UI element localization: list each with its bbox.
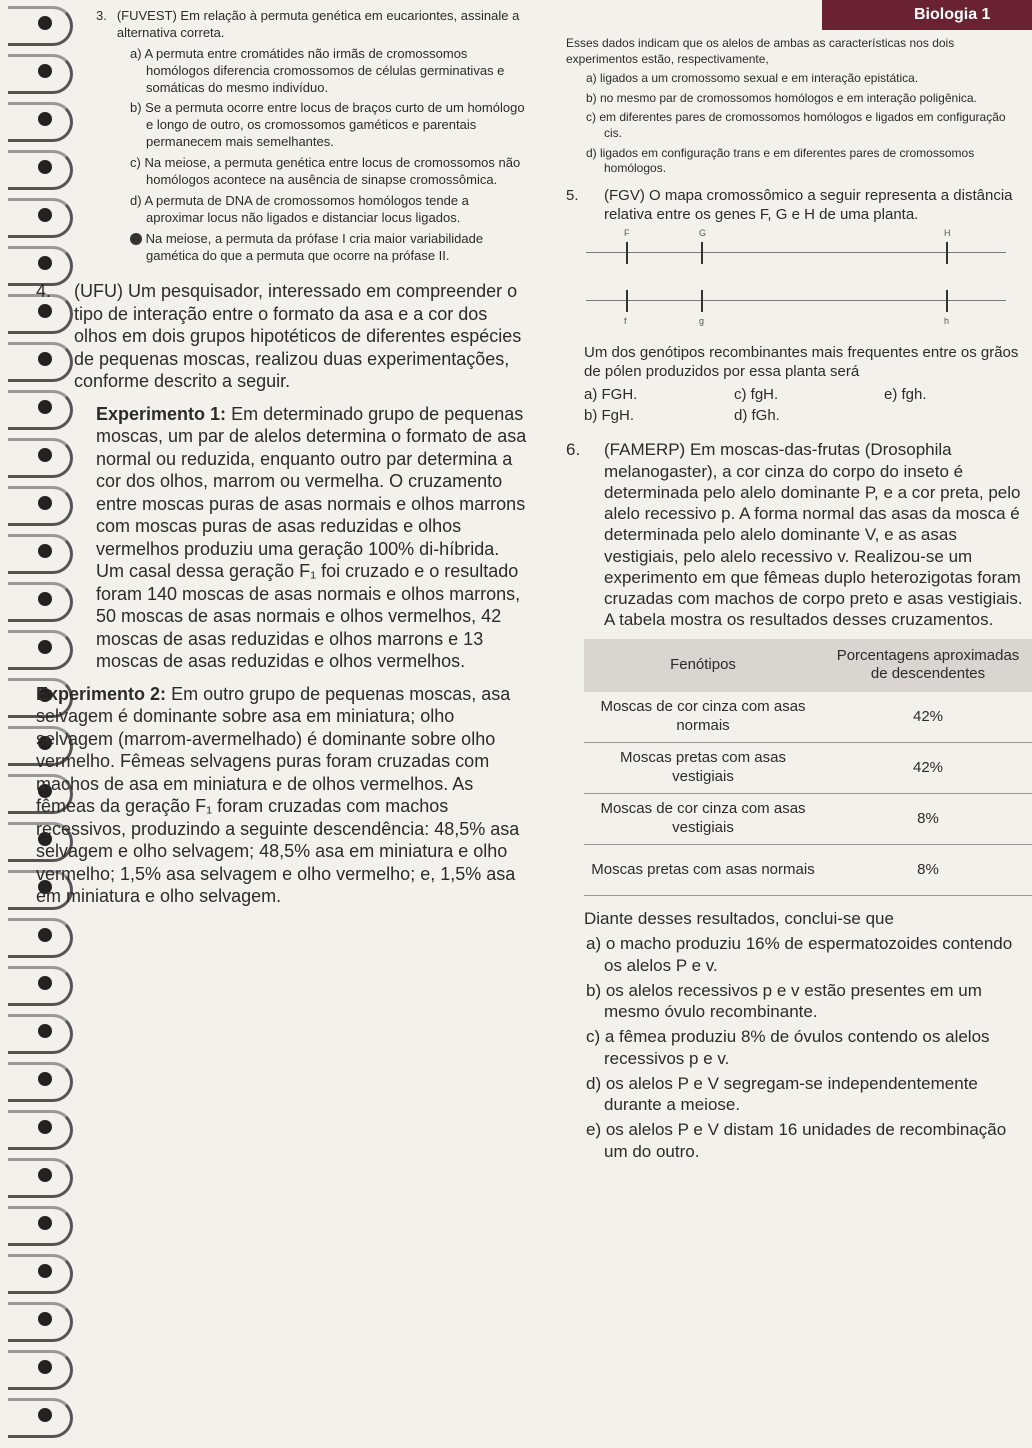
q5-question: Um dos genótipos recombinantes mais frequentes entre os grãos de pólen produzidos por essa planta será <box>584 344 1019 380</box>
q3-option-d: d) A permuta de DNA de cromossomos homólogos tende a aproximar locus não ligados e distanciar locus ligados. <box>130 192 469 225</box>
q6-table-header-phenotype: Fenótipos <box>584 639 822 693</box>
q4-stem: (UFU) Um pesquisador, interessado em compreender o tipo de interação entre o formato da asa e a cor dos olhos em dois grupos hipotéticos de diferentes espécies de pequenas moscas, realizou duas experimentações, conforme descrito a seguir. <box>74 281 522 392</box>
binding-hole <box>38 1360 52 1374</box>
table-row <box>584 794 1032 845</box>
locus-label-F: F <box>624 228 630 239</box>
question-3 <box>36 8 528 264</box>
q5-options <box>566 386 1026 426</box>
locus-label-H: H <box>944 228 951 239</box>
q3-option-e-text: Na meiose, a permuta da prófase I cria maior variabilidade gamética do que a permuta que ocorre na prófase II. <box>145 230 484 263</box>
q4-exp2-text: Em outro grupo de pequenas moscas, asa selvagem é dominante sobre asa em miniatura; olho selvagem (marrom-avermelhado) é dominante sobre olho vermelho. Fêmeas selvagens puras foram cruzadas com machos de asa em miniatura e de olhos vermelhos. As fêmeas da geração F₁ foram cruzadas com machos recessivos, produzindo a seguinte descendência: 48,5% asa selvagem e olho selvagem; 48,5% asa em miniatura e olho vermelho; 1,5% asa selvagem e olho vermelho; e, 1,5% asa em miniatura e olho selvagem. <box>36 683 520 907</box>
q5-number: 5. <box>566 186 579 204</box>
q4cont-option-d: d) ligados em configuração trans e em diferentes pares de cromossomos homólogos. <box>586 145 975 176</box>
question-4-continuation <box>566 36 1026 177</box>
binding-hole <box>38 1408 52 1422</box>
q4cont-option-c: c) em diferentes pares de cromossomos homólogos e ligados em configuração cis. <box>586 110 1006 140</box>
binding-hole <box>38 976 52 990</box>
q5-stem: (FGV) O mapa cromossômico a seguir representa a distância relativa entre os genes F, G e H de uma planta. <box>604 186 1013 223</box>
q3-option-b: b) Se a permuta ocorre entre locus de braços curto de um homólogo e longo de outro, os cromossomos gaméticos e parentais permanecem mais semelhantes. <box>130 100 525 150</box>
table-row <box>584 845 1032 896</box>
q6-question: Diante desses resultados, conclui-se que <box>584 909 894 928</box>
table-row <box>584 692 1032 743</box>
q6-stem: (FAMERP) Em moscas-das-frutas (Drosophila melanogaster), a cor cinza do corpo do inseto é determinada pelo alelo dominante P, e a cor preta, pelo alelo recessivo p. A forma normal das asas da mosca é determinada pelo alelo dominante V, e as asas vestigiais, pelo alelo recessivo v. Realizou-se um experimento em que fêmeas duplo heterozigotas foram cruzadas com machos de corpo preto e asas vestigiais. A tabela mostra os resultados desses cruzamentos. <box>604 440 1023 630</box>
binding-hole <box>38 928 52 942</box>
q3-option-a: a) A permuta entre cromátides não irmãs de cromossomos homólogos diferencia cromossomos de células germinativas e somáticas do mesmo indivíduo. <box>130 45 505 95</box>
answer-mark-icon <box>130 233 142 245</box>
locus-g-tick <box>701 290 703 312</box>
q6-option-b: b) os alelos recessivos p e v estão presentes em um mesmo óvulo recombinante. <box>586 980 982 1021</box>
q6-option-a: a) o macho produziu 16% de espermatozoides contendo os alelos P e v. <box>586 934 1013 975</box>
binding-hole <box>38 1312 52 1326</box>
q4-number: 4. <box>36 281 52 302</box>
q6-number: 6. <box>566 440 581 460</box>
left-column <box>36 8 528 912</box>
chromosome-map <box>586 228 1006 338</box>
locus-f-tick <box>626 290 628 312</box>
q6-option-d: d) os alelos P e V segregam-se independentemente durante a meiose. <box>586 1073 978 1114</box>
binding-hole <box>38 1120 52 1134</box>
question-4 <box>36 280 528 908</box>
q6-option-c: c) a fêmea produziu 8% de óvulos contendo os alelos recessivos p e v. <box>586 1027 990 1068</box>
q4-experiment-2 <box>36 683 528 908</box>
q4-experiment-1 <box>36 403 528 673</box>
q3-option-e <box>36 231 528 265</box>
q5-option-e: e) fgh. <box>884 385 927 403</box>
table-row <box>584 743 1032 794</box>
q4cont-stem: Esses dados indicam que os alelos de ambas as características nos dois experimentos estão, respectivamente, <box>566 36 955 66</box>
q4cont-option-a: a) ligados a um cromossomo sexual e em interação epistática. <box>586 71 919 86</box>
q6-table-header-percent: Porcentagens aproximadas de descendentes <box>822 639 1032 693</box>
q3-number: 3. <box>96 8 107 23</box>
locus-H-tick <box>946 242 948 264</box>
binding-hole <box>38 1168 52 1182</box>
q4-exp1-title: Experimento 1: <box>96 403 227 424</box>
table-cell: 42% <box>822 743 1032 794</box>
locus-label-G: G <box>699 228 707 239</box>
binding-hole <box>38 1072 52 1086</box>
locus-h-tick <box>946 290 948 312</box>
binding-hole <box>38 1024 52 1038</box>
table-cell: Moscas de cor cinza com asas vestigiais <box>584 794 822 845</box>
table-cell: 8% <box>822 794 1032 845</box>
table-cell: Moscas de cor cinza com asas normais <box>584 692 822 743</box>
q6-option-e: e) os alelos P e V distam 16 unidades de recombinação um do outro. <box>586 1120 1007 1161</box>
locus-G-tick <box>701 242 703 264</box>
section-header-label: Biologia 1 <box>914 6 991 23</box>
right-column <box>566 36 1026 1166</box>
q5-option-c: c) fgH. <box>734 385 779 403</box>
q4-exp2-title: Experimento 2: <box>36 683 167 704</box>
locus-F-tick <box>626 242 628 264</box>
q3-option-c: c) Na meiose, a permuta genética entre locus de cromossomos não homólogos acontece na ausência de sinapse cromossômica. <box>130 155 521 188</box>
locus-label-f: f <box>624 316 627 327</box>
chromosome-bottom-line <box>586 300 1006 301</box>
q5-option-a: a) FGH. <box>584 385 638 403</box>
table-cell: Moscas pretas com asas vestigiais <box>584 743 822 794</box>
question-5 <box>566 187 1026 426</box>
question-6 <box>566 439 1026 1162</box>
table-cell: 8% <box>822 845 1032 896</box>
q5-option-d: d) fGh. <box>734 406 780 424</box>
table-cell: Moscas pretas com asas normais <box>584 845 822 896</box>
q6-results-table <box>584 639 1032 897</box>
chromosome-top-line <box>586 252 1006 253</box>
table-cell: 42% <box>822 692 1032 743</box>
q4-exp1-text: Em determinado grupo de pequenas moscas, um par de alelos determina o formato de asa normal ou reduzida, enquanto outro par determina a cor dos olhos, marrom ou vermelha. O cruzamento entre moscas puras de asas normais e olhos marrons com moscas puras de asas reduzidas e olhos vermelhos produziu uma geração 100% di-híbrida. Um casal dessa geração F₁ foi cruzado e o resultado foram 140 moscas de asas normais e olhos marrons, 50 moscas de asas normais e olhos vermelhos, 42 moscas de asas reduzidas e olhos marrons e 13 moscas de asas reduzidas e olhos vermelhos. <box>96 403 527 672</box>
q5-option-b: b) FgH. <box>584 406 635 424</box>
binding-hole <box>38 1216 52 1230</box>
locus-label-h: h <box>944 316 950 327</box>
q4cont-option-b: b) no mesmo par de cromossomos homólogos e em interação poligênica. <box>586 90 977 105</box>
section-header <box>822 0 1032 30</box>
binding-hole <box>38 1264 52 1278</box>
locus-label-g: g <box>699 316 705 327</box>
q3-stem: (FUVEST) Em relação à permuta genética em eucariontes, assinale a alternativa correta. <box>116 8 520 40</box>
